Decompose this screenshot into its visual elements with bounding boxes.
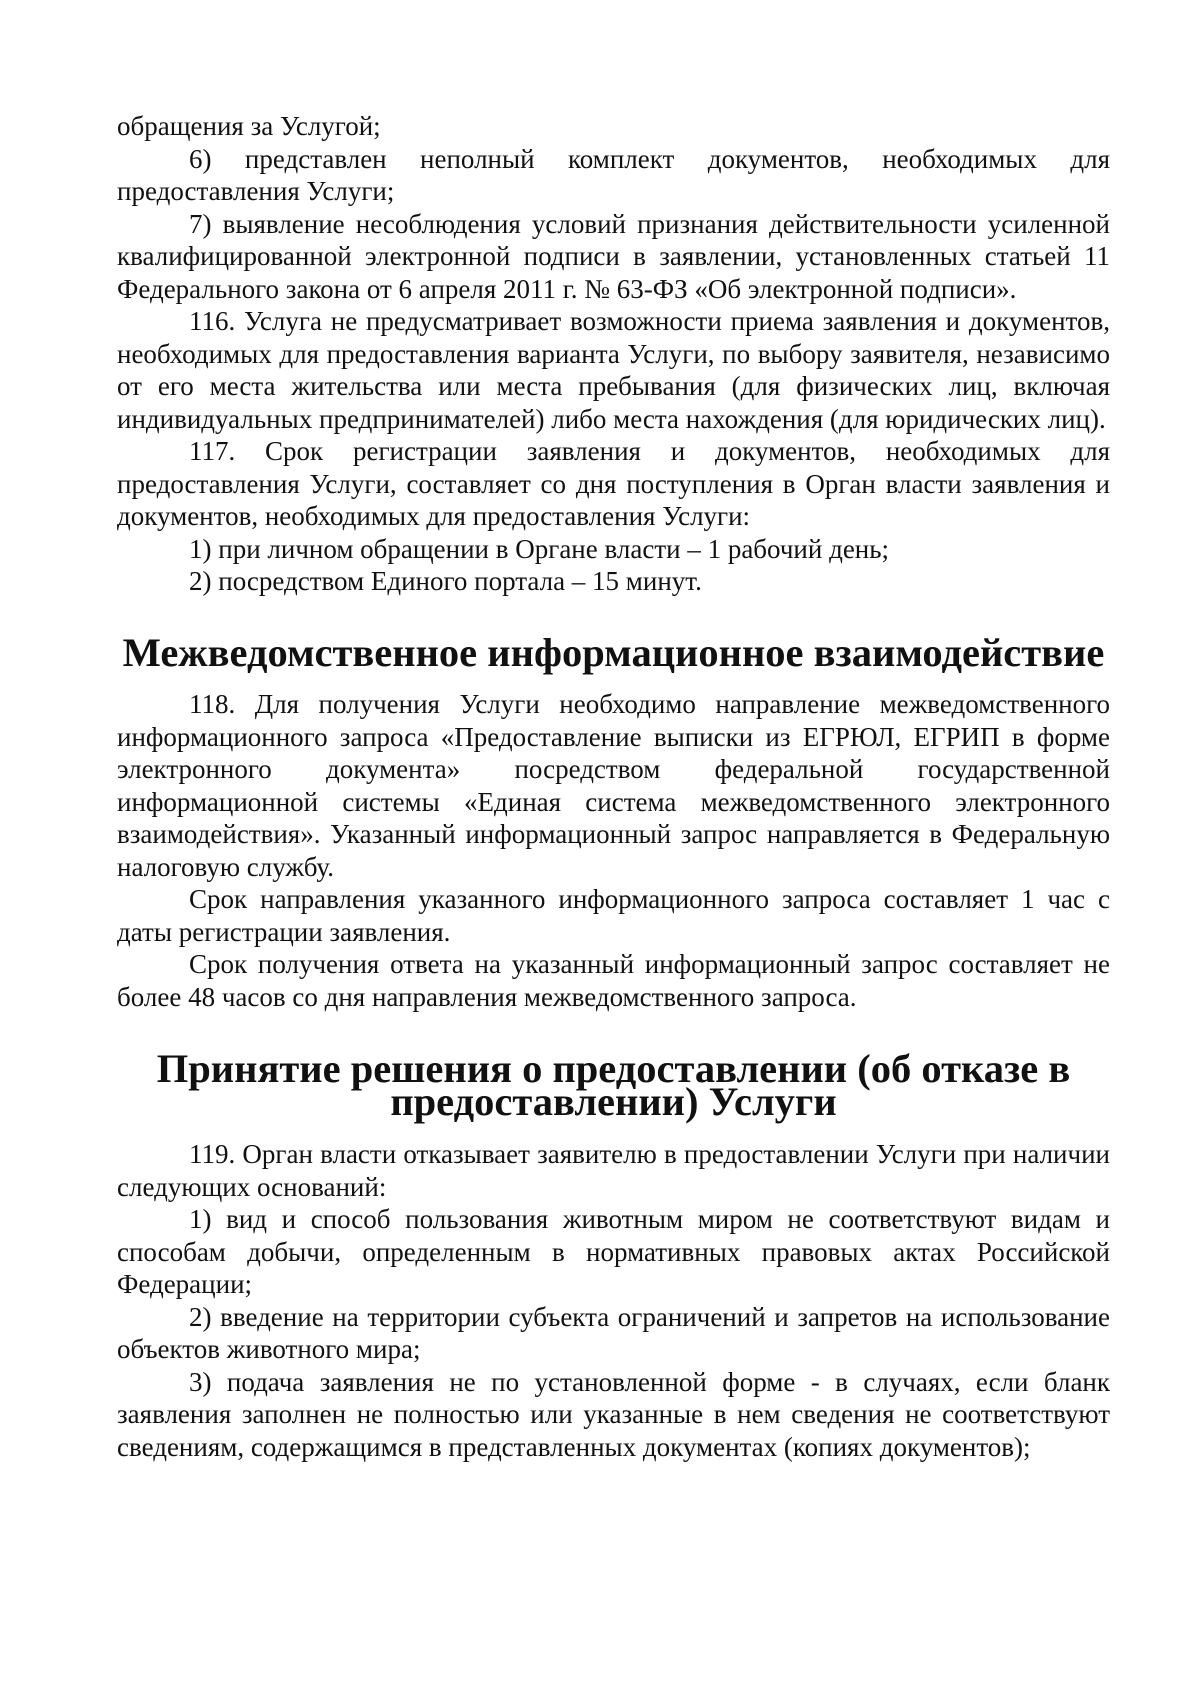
document-page <box>117 110 1110 1463</box>
list-item-1: 1) при личном обращении в Органе власти – 1 рабочий день; <box>189 533 890 564</box>
paragraph-119: 119. Орган власти отказывает заявителю в предоставлении Услуги при наличии следующих оснований: <box>117 1139 1110 1202</box>
paragraph-continuation: обращения за Услугой; <box>117 111 381 141</box>
list-item-6: 6) представлен неполный комплект документов, необходимых для предоставления Услуги; <box>117 143 1110 206</box>
paragraph-response-deadline: Срок получения ответа на указанный информационный запрос составляет не более 48 часов со дня направления межведомственного запроса. <box>117 949 1110 1012</box>
paragraph-request-deadline: Срок направления указанного информационного запроса составляет 1 час с даты регистрации заявления. <box>117 884 1110 947</box>
refusal-ground-1: 1) вид и способ пользования животным миром не соответствуют видам и способам добычи, определенным в нормативных правовых актах Российской Федерации; <box>117 1204 1110 1299</box>
refusal-ground-2: 2) введение на территории субъекта ограничений и запретов на использование объектов животного мира; <box>117 1301 1110 1364</box>
paragraph-118: 118. Для получения Услуги необходимо направление межведомственного информационного запроса «Предоставление выписки из ЕГРЮЛ, ЕГРИП в форме электронного документа» посредством федеральной государственной информационной системы «Единая система межведомственного электронного взаимодействия». Указанный информационный запрос направляется в Федеральную налоговую службу. <box>117 689 1110 882</box>
paragraph-116: 116. Услуга не предусматривает возможности приема заявления и документов, необходимых для предоставления варианта Услуги, по выбору заявителя, независимо от его места жительства или места пребывания (для физических лиц, включая индивидуальных предпринимателей) либо места нахождения (для юридических лиц). <box>117 306 1110 434</box>
refusal-ground-3: 3) подача заявления не по установленной форме - в случаях, если бланк заявления заполнен не полностью или указанные в нем сведения не соответствуют сведениям, содержащимся в представленных документах (копиях документов); <box>117 1366 1110 1462</box>
list-item-2: 2) посредством Единого портала – 15 минут. <box>189 566 702 596</box>
paragraph-117: 117. Срок регистрации заявления и документов, необходимых для предоставления Услуги, составляет со дня поступления в Орган власти заявления и документов, необходимых для предоставления Услуги: <box>117 436 1110 531</box>
list-item-7: 7) выявление несоблюдения условий признания действительности усиленной квалифицированной электронной подписи в заявлении, установленных статьей 11 Федерального закона от 6 апреля 2011 г. № 63-ФЗ «Об электронной подписи». <box>117 208 1110 304</box>
section-heading-decision: Принятие решения о предоставлении (об отказе в предоставлении) Услуги <box>156 1046 1071 1124</box>
section-heading-interagency: Межведомственное информационное взаимодействие <box>122 629 1105 675</box>
